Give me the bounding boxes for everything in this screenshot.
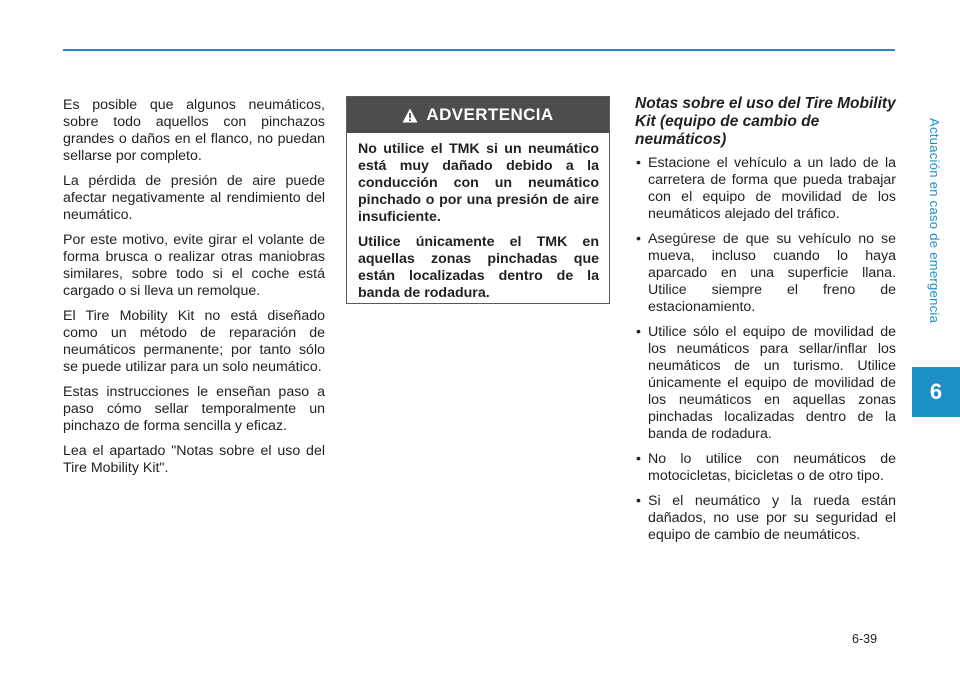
warning-triangle-icon [402,108,418,123]
paragraph: Estas instrucciones le enseñan paso a paso cómo sellar temporalmente un pinchazo de forma sencilla y eficaz. [63,384,325,434]
warning-title: ADVERTENCIA [426,105,554,124]
chapter-tab: 6 [912,367,960,417]
warning-box [346,96,610,304]
warning-header [347,97,609,133]
chapter-side-title: Actuación en caso de emergencia [927,118,942,324]
bullet-icon: • [636,451,641,467]
list-item: • Estacione el vehículo a un lado de la carretera de forma que pueda trabajar con el equipo de movilidad de los neumáticos alejado del tráfico. [636,155,896,222]
list-item: • No lo utilice con neumáticos de motocicletas, bicicletas o de otro tipo. [636,451,896,484]
list-item: • Si el neumático y la rueda están dañados, no use por su seguridad el equipo de cambio de neumáticos. [636,493,896,543]
warning-paragraph: Utilice únicamente el TMK en aquellas zonas pinchadas que están localizadas dentro de la banda de rodadura. [358,234,599,301]
right-column [635,95,896,552]
bullet-icon: • [636,493,641,509]
paragraph: Lea el apartado "Notas sobre el uso del Tire Mobility Kit". [63,443,325,476]
bullet-icon: • [636,324,641,340]
warning-body [347,133,609,302]
list-item: • Asegúrese de que su vehículo no se mueva, incluso cuando lo haya aparcado en una superficie llana. Utilice siempre el freno de estacionamiento. [636,231,896,315]
paragraph: El Tire Mobility Kit no está diseñado como un método de reparación de neumáticos permanente; por tanto sólo se puede utilizar para un solo neumático. [63,308,325,375]
page-number: 6-39 [852,632,878,646]
bullet-icon: • [636,155,641,171]
left-column [63,97,325,485]
notes-list [635,155,896,544]
warning-paragraph: No utilice el TMK si un neumático está muy dañado debido a la conducción con un neumático pinchado o por una presión de aire insuficiente. [358,141,599,225]
list-item: • Utilice sólo el equipo de movilidad de los neumáticos para sellar/inflar los neumáticos de un turismo. Utilice únicamente el equipo de movilidad de los neumáticos en aquellas zonas pinchadas localizadas dentro de la banda de rodadura. [636,324,896,442]
header-rule [63,49,895,51]
paragraph: La pérdida de presión de aire puede afectar negativamente al rendimiento del neumático. [63,173,325,223]
section-heading: Notas sobre el uso del Tire Mobility Kit (equipo de cambio de neumáticos) [635,95,896,148]
bullet-icon: • [636,231,641,247]
paragraph: Por este motivo, evite girar el volante de forma brusca o realizar otras maniobras similares, sobre todo si el coche está cargado o si lleva un remolque. [63,232,325,299]
paragraph: Es posible que algunos neumáticos, sobre todo aquellos con pinchazos grandes o daños en el flanco, no puedan sellarse por completo. [63,97,325,164]
